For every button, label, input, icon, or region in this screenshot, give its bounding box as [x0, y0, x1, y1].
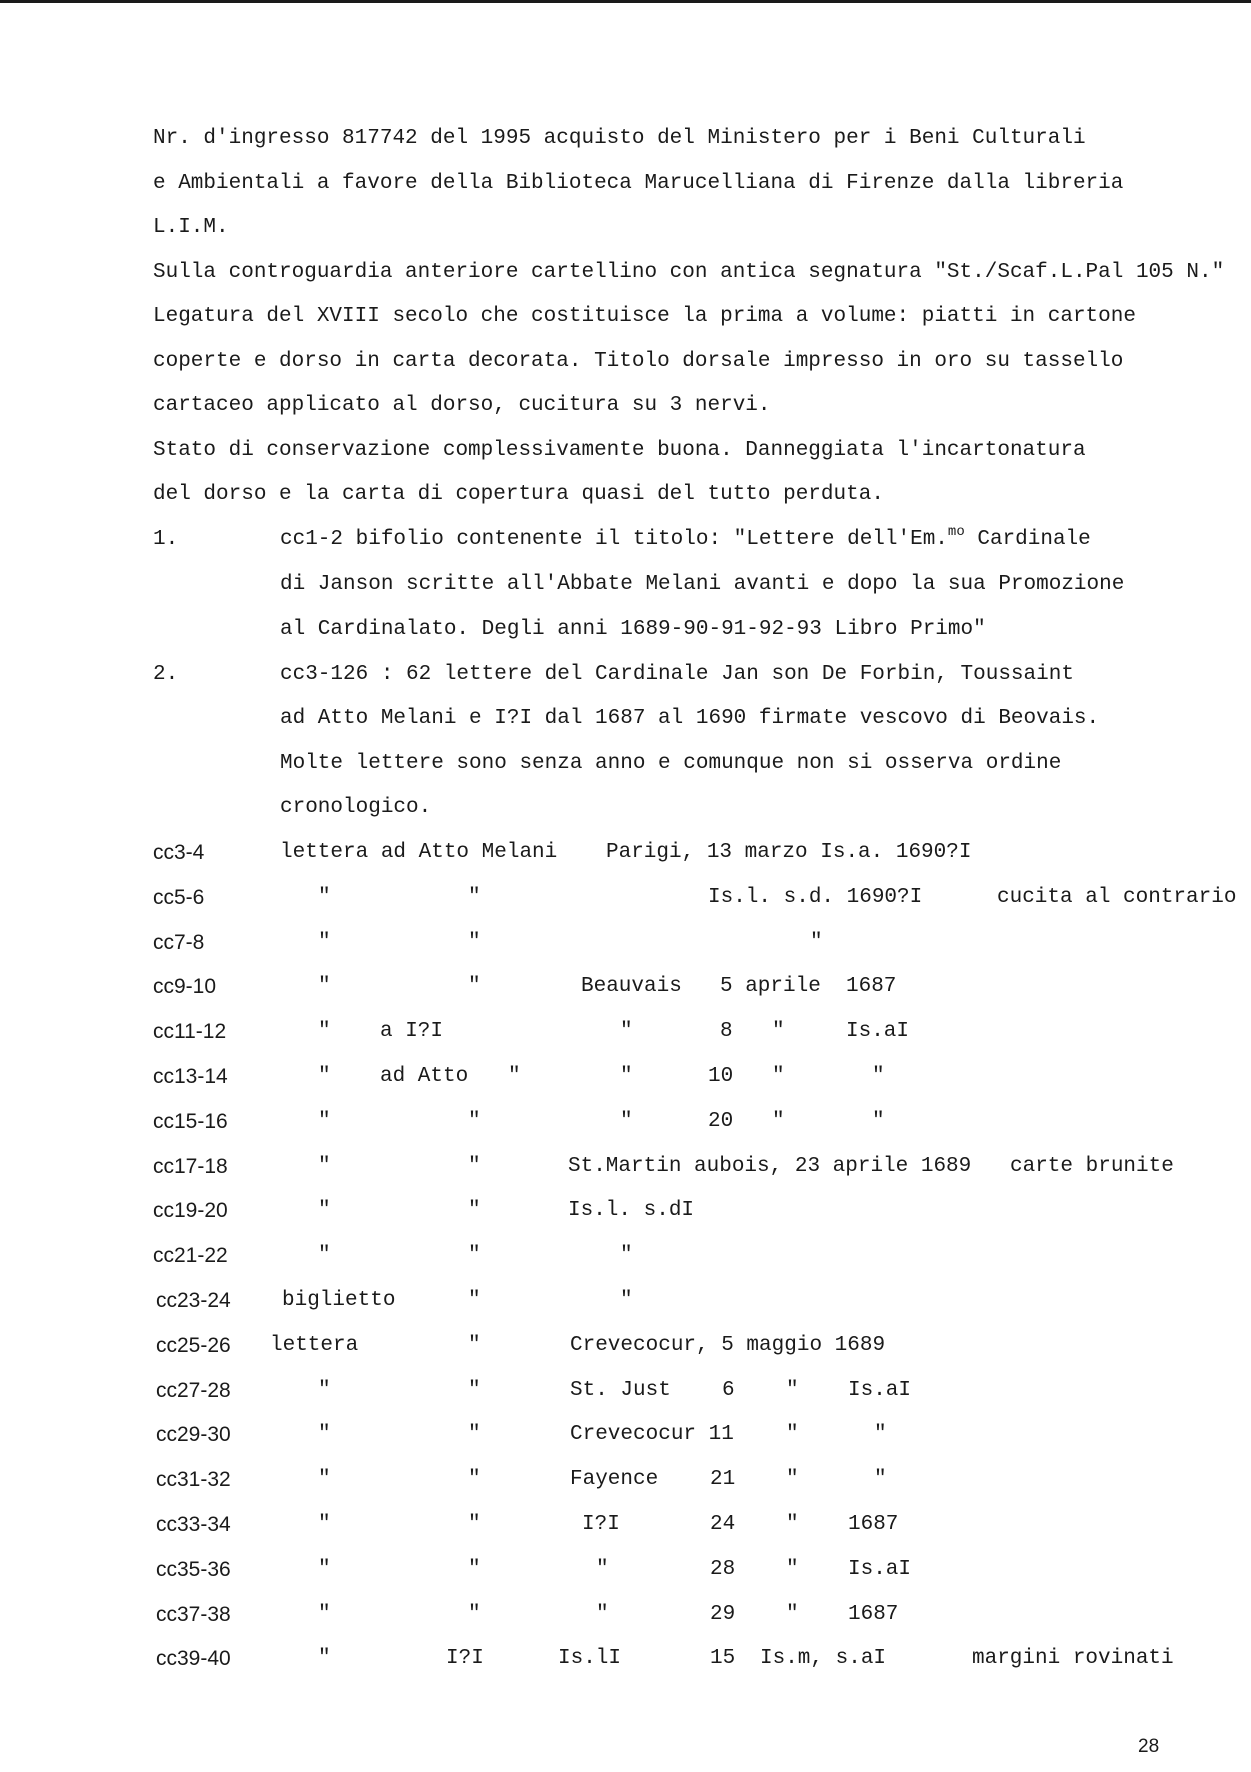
row-folio: cc37-38 [156, 1603, 231, 1626]
row-cell: " [318, 1558, 331, 1581]
row-folio: cc39-40 [156, 1647, 231, 1670]
row-cell: " [596, 1558, 609, 1581]
row-cell: " [508, 1065, 521, 1088]
row-cell: " [772, 1020, 785, 1043]
row-cell: " [786, 1558, 799, 1581]
row-folio: cc29-30 [156, 1423, 231, 1446]
row-cell: a I?I [380, 1020, 444, 1043]
row-cell: Crevecocur 11 [570, 1423, 734, 1446]
row-cell: " [318, 1020, 331, 1043]
row-cell: " [468, 886, 481, 909]
row-folio: cc31-32 [156, 1468, 231, 1491]
row-cell: " [318, 1513, 331, 1536]
row-cell: " [620, 1244, 633, 1267]
row-folio: cc7-8 [153, 931, 205, 954]
item-1-line-1 [280, 524, 1091, 553]
item-2-line-4: cronologico. [280, 796, 432, 819]
row-cell: " [318, 886, 331, 909]
row-cell: " [772, 1110, 785, 1133]
row-cell: 20 [708, 1110, 734, 1133]
row-cell: " [468, 1423, 481, 1446]
intro-line-1: Nr. d'ingresso 817742 del 1995 acquisto del Ministero per i Beni Culturali [153, 127, 1086, 150]
row-cell: " [318, 975, 331, 998]
intro-line-9: del dorso e la carta di copertura quasi del tutto perduta. [153, 483, 884, 506]
row-cell: Is.aI [848, 1379, 912, 1402]
row-cell: " [318, 1065, 331, 1088]
row-cell: " [468, 1334, 481, 1357]
row-cell: " [468, 1110, 481, 1133]
item-2-line-3: Molte lettere sono senza anno e comunque non si osserva ordine [280, 752, 1062, 775]
row-cell: " [468, 1155, 481, 1178]
row-cell: " [318, 1468, 331, 1491]
intro-line-7: cartaceo applicato al dorso, cucitura su 3 nervi. [153, 394, 771, 417]
row-cell: 24 [710, 1513, 736, 1536]
row-cell: 5 aprile [720, 975, 821, 998]
row-cell: " [468, 975, 481, 998]
row-cell: " [468, 1513, 481, 1536]
page-number: 28 [1138, 1736, 1160, 1757]
row-folio: cc17-18 [153, 1155, 228, 1178]
row-cell: " [468, 931, 481, 954]
row-cell: 28 [710, 1558, 736, 1581]
row-folio: cc25-26 [156, 1334, 231, 1357]
intro-line-3: L.I.M. [153, 216, 229, 239]
row-folio: cc21-22 [153, 1244, 228, 1267]
row-cell: " [872, 1065, 885, 1088]
row-cell: " [318, 1155, 331, 1178]
row-folio: cc3-4 [153, 841, 205, 864]
row-cell: " [318, 1244, 331, 1267]
row-cell: " [318, 1199, 331, 1222]
row-cell: lettera [270, 1334, 359, 1357]
row-cell: Fayence [570, 1468, 659, 1491]
row-cell: " [872, 1110, 885, 1133]
row-cell: Beauvais [581, 975, 682, 998]
row-cell: Crevecocur, 5 maggio 1689 [570, 1334, 886, 1357]
row-cell: " [468, 1558, 481, 1581]
row-folio: cc11-12 [153, 1020, 227, 1043]
item-2-number: 2. [153, 663, 179, 686]
row-cell: " [772, 1065, 785, 1088]
row-cell: 29 [710, 1603, 736, 1626]
item-1-number: 1. [153, 528, 179, 551]
row-cell: 1687 [846, 975, 897, 998]
row-cell: 1687 [848, 1513, 899, 1536]
row-cell: I?I [446, 1647, 484, 1670]
row-cell: " [620, 1065, 633, 1088]
row-cell: " [620, 1289, 633, 1312]
top-border [0, 0, 1251, 3]
row-folio: cc23-24 [156, 1289, 231, 1312]
row-cell: Is.lI [558, 1647, 622, 1670]
row-folio: cc35-36 [156, 1558, 231, 1581]
row-cell: Is.l. s.d. 1690?I [708, 886, 923, 909]
row-cell: margini rovinati [972, 1647, 1174, 1670]
intro-line-5: Legatura del XVIII secolo che costituisce la prima a volume: piatti in cartone [153, 305, 1136, 328]
row-folio: cc27-28 [156, 1379, 231, 1402]
row-cell: " [468, 1603, 481, 1626]
row-cell: " [810, 931, 823, 954]
row-cell: " [620, 1110, 633, 1133]
row-cell: lettera ad Atto Melani [280, 841, 558, 864]
row-cell: " [318, 931, 331, 954]
row-cell: Parigi, 13 marzo Is.a. 1690?I [606, 841, 972, 864]
item-1-line-2: di Janson scritte all'Abbate Melani avanti e dopo la sua Promozione [280, 573, 1125, 596]
row-cell: Is.l. s.dI [568, 1199, 695, 1222]
row-folio: cc5-6 [153, 886, 205, 909]
row-cell: " [318, 1423, 331, 1446]
row-cell: " [874, 1468, 887, 1491]
row-cell: " [786, 1513, 799, 1536]
row-cell: " [620, 1020, 633, 1043]
row-cell: " [786, 1603, 799, 1626]
row-cell: St. Just [570, 1379, 671, 1402]
row-cell: " [468, 1244, 481, 1267]
row-cell: ad Atto [380, 1065, 469, 1088]
row-cell: " [318, 1110, 331, 1133]
row-cell: " [468, 1289, 481, 1312]
row-cell: " [468, 1199, 481, 1222]
intro-line-8: Stato di conservazione complessivamente buona. Danneggiata l'incartonatura [153, 439, 1086, 462]
row-cell: " [786, 1379, 799, 1402]
row-cell: 1687 [848, 1603, 899, 1626]
item-2-line-2: ad Atto Melani e I?I dal 1687 al 1690 firmate vescovo di Beovais. [280, 707, 1100, 730]
row-cell: " [596, 1603, 609, 1626]
row-folio: cc9-10 [153, 975, 217, 998]
row-cell: " [318, 1603, 331, 1626]
row-folio: cc33-34 [156, 1513, 231, 1536]
row-cell: " [318, 1379, 331, 1402]
row-cell: 8 [720, 1020, 733, 1043]
row-cell: biglietto [282, 1289, 396, 1312]
row-folio: cc13-14 [153, 1065, 228, 1088]
row-cell: " [874, 1423, 887, 1446]
row-cell: St.Martin aubois, 23 aprile 1689 [568, 1155, 972, 1178]
item-1-text-a: cc1-2 bifolio contenente il titolo: "Lettere dell'Em. [280, 528, 948, 551]
row-cell: Is.aI [848, 1558, 912, 1581]
row-cell: " [468, 1379, 481, 1402]
row-cell: Is.aI [846, 1020, 910, 1043]
row-cell: 21 [710, 1468, 736, 1491]
row-cell: Is.m, s.aI [760, 1647, 887, 1670]
row-cell: I?I [582, 1513, 620, 1536]
row-cell: 15 [710, 1647, 736, 1670]
row-cell: cucita al contrario [997, 886, 1237, 909]
row-cell: " [786, 1423, 799, 1446]
row-cell: 6 [722, 1379, 735, 1402]
intro-line-4: Sulla controguardia anteriore cartellino con antica segnatura "St./Scaf.L.Pal 105 N." [153, 261, 1225, 284]
intro-line-6: coperte e dorso in carta decorata. Titolo dorsale impresso in oro su tassello [153, 350, 1124, 373]
item-1-text-b: Cardinale [964, 528, 1091, 551]
row-cell: 10 [708, 1065, 734, 1088]
row-cell: carte brunite [1010, 1155, 1174, 1178]
row-folio: cc15-16 [153, 1110, 228, 1133]
item-1-superscript: mo [947, 524, 965, 540]
row-folio: cc19-20 [153, 1199, 228, 1222]
row-cell: " [468, 1468, 481, 1491]
row-cell: " [786, 1468, 799, 1491]
item-2-line-1: cc3-126 : 62 lettere del Cardinale Jan son De Forbin, Toussaint [280, 663, 1074, 686]
intro-line-2: e Ambientali a favore della Biblioteca Marucelliana di Firenze dalla libreria [153, 172, 1124, 195]
item-1-line-3: al Cardinalato. Degli anni 1689-90-91-92-93 Libro Primo" [280, 618, 986, 641]
row-cell: " [318, 1647, 331, 1670]
